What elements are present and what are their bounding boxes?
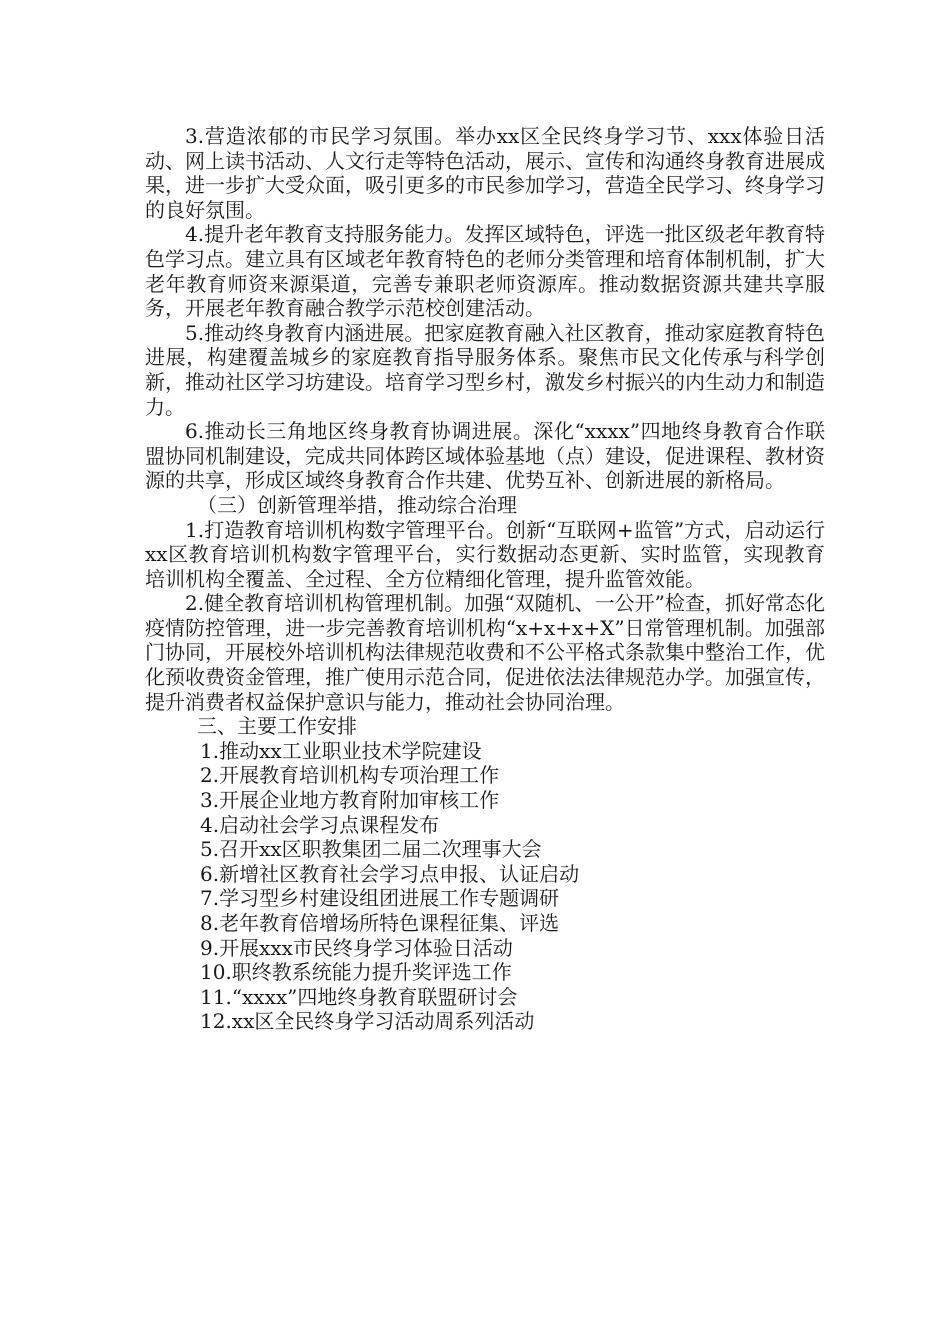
list-item: 3.开展企业地方教育附加审核工作 bbox=[200, 788, 500, 813]
list-item: 2.开展教育培训机构专项治理工作 bbox=[200, 763, 500, 788]
paragraph-management-mechanism: 2.健全教育培训机构管理机制。加强“双随机、一公开”检查，抓好常态化疫情防控管理，进一步完善教育培训机构“x+x+x+X”日常管理机制。加强部门协同，开展校外培训机构法律规范收费和不公平格式条款集中整治工作，优化预收费资金管理，推广使用示范合同，促进依法法律规范办学。加强宣传，提升消费者权益保护意识与能力，推动社会协同治理。 bbox=[145, 591, 825, 714]
list-item: 11.“xxxx”四地终身教育联盟研讨会 bbox=[200, 984, 518, 1009]
list-item: 1.推动xx工业职业技术学院建设 bbox=[200, 738, 482, 763]
list-item: 8.老年教育倍增场所特色课程征集、评选 bbox=[200, 911, 560, 935]
paragraph-elderly-education: 4.提升老年教育支持服务能力。发挥区域特色，评选一批区级老年教育特色学习点。建立具有区域老年教育特色的老师分类管理和培育体制机制，扩大老年教育师资来源渠道，完善专兼职老师资源库。推动数据资源共建共享服务，开展老年教育融合教学示范校创建活动。 bbox=[145, 222, 825, 321]
list-item: 9.开展xxx市民终身学习体验日活动 bbox=[200, 935, 513, 960]
work-item-list bbox=[145, 739, 825, 1034]
paragraph-yangtze-delta-cooperation: 6.推动长三角地区终身教育协调进展。深化“xxxx”四地终身教育合作联盟协同机制建设，完成共同体跨区域体验基地（点）建设，促进课程、教材资源的共享，形成区域终身教育合作共建、优势互补、创新进展的新格局。 bbox=[145, 419, 825, 493]
list-item: 7.学习型乡村建设组团进展工作专题调研 bbox=[200, 886, 560, 911]
list-item: 5.召开xx区职教集团二届二次理事大会 bbox=[200, 837, 542, 862]
paragraph-digital-management-platform: 1.打造教育培训机构数字管理平台。创新“互联网+监管”方式，启动运行xx区教育培训机构数字管理平台，实行数据动态更新、实时监管，实现教育培训机构全覆盖、全过程、全方位精细化管理，提升监管效能。 bbox=[145, 517, 825, 591]
list-item: 12.xx区全民终身学习活动周系列活动 bbox=[200, 1009, 535, 1034]
main-heading-work-arrangements: 三、主要工作安排 bbox=[197, 714, 357, 739]
paragraph-lifelong-education-development: 5.推动终身教育内涵进展。把家庭教育融入社区教育，推动家庭教育特色进展，构建覆盖城乡的家庭教育指导服务体系。聚焦市民文化传承与科学创新，推动社区学习坊建设。培育学习型乡村，激发乡村振兴的内生动力和制造力。 bbox=[145, 320, 825, 419]
list-item: 10.职终教系统能力提升奖评选工作 bbox=[200, 960, 512, 985]
paragraph-promote-learning-atmosphere: 3.营造浓郁的市民学习氛围。举办xx区全民终身学习节、xxx体验日活动、网上读书活动、人文行走等特色活动，展示、宣传和沟通终身教育进展成果，进一步扩大受众面，吸引更多的市民参加学习，营造全民学习、终身学习的良好氛围。 bbox=[145, 124, 825, 222]
section-heading-management: （三）创新管理举措，推动综合治理 bbox=[197, 492, 517, 517]
document-page bbox=[145, 124, 825, 1034]
list-item: 4.启动社会学习点课程发布 bbox=[200, 812, 440, 837]
list-item: 6.新增社区教育社会学习点申报、认证启动 bbox=[200, 861, 580, 886]
